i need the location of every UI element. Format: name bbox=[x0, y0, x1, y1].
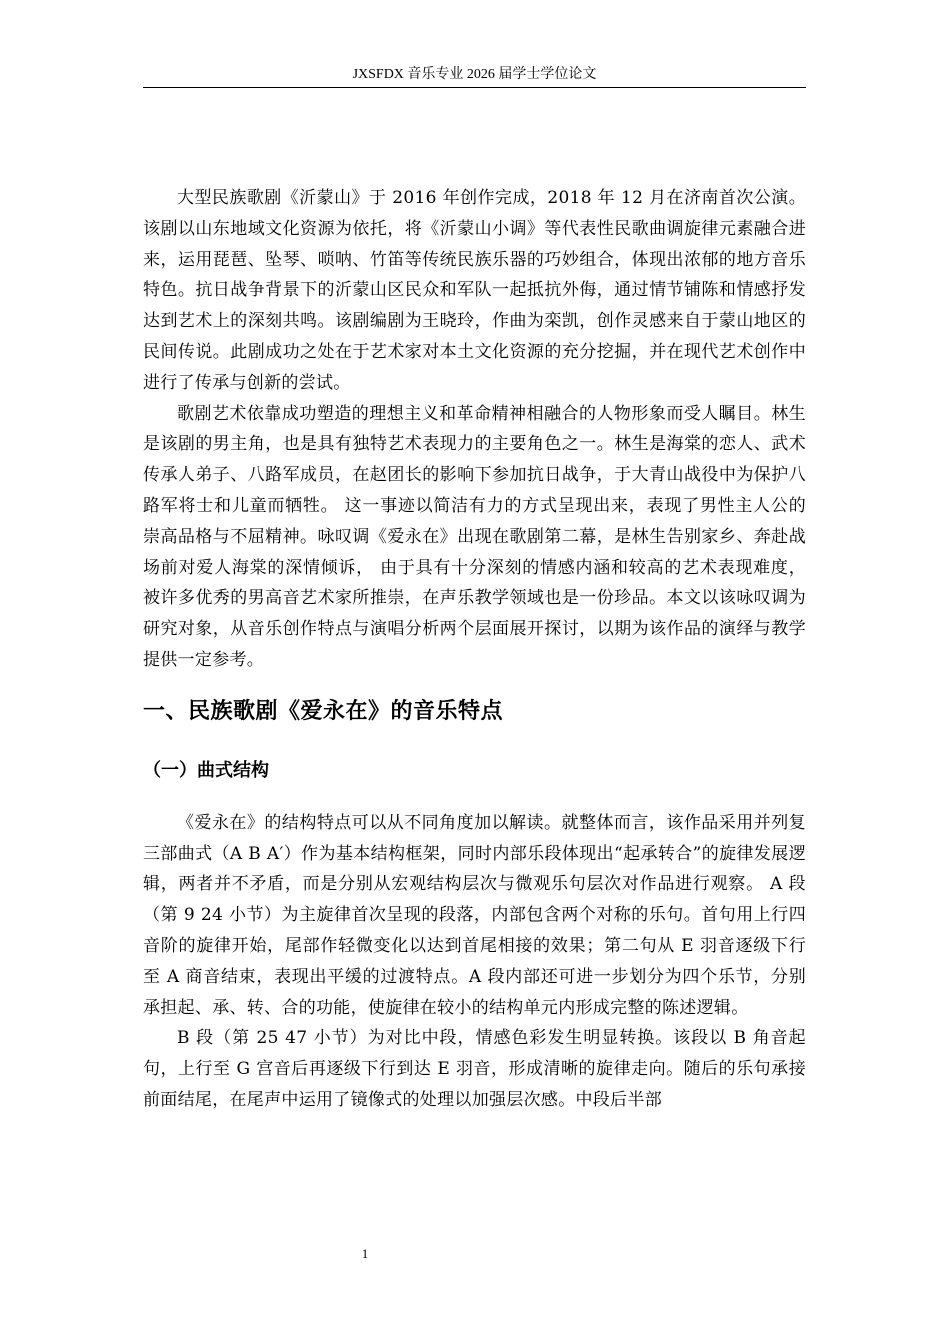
page-number: 1 bbox=[361, 1246, 369, 1261]
paragraph-character-linsheng: 歌剧艺术依靠成功塑造的理想主义和革命精神相融合的人物形象而受人瞩目。林生是该剧的男主角，也是具有独特艺术表现力的主要角色之一。林生是海棠的恋人、武术传承人弟子、八路军成员，在赵团长的影响下参加抗日战争，于大青山战役中为保护八路军将士和儿童而牺牲。 这一事迹以简洁有力的方式呈现出来，表现了男性主人公的崇高品格与不屈精神。咏叹调《爱永在》出现在歌剧第二幕，是林生告别家乡、奔赴战场前对爱人海棠的深情倾诉， 由于具有十分深刻的情感内涵和较高的艺术表现难度，被许多优秀的男高音艺术家所推崇，在声乐教学领域也是一份珍品。本文以该咏叹调为研究对象，从音乐创作特点与演唱分析两个层面展开探讨，以期为该作品的演绎与教学提供一定参考。 bbox=[143, 403, 806, 670]
paragraph-opera-intro: 大型民族歌剧《沂蒙山》于 2016 年创作完成，2018 年 12 月在济南首次公演。该剧以山东地域文化资源为依托，将《沂蒙山小调》等代表性民歌曲调旋律元素融合进来，运用琵琶、坠琴、唢呐、竹笛等传统民族乐器的巧妙组合，体现出浓郁的地方音乐特色。抗日战争背景下的沂蒙山区民众和军队一起抵抗外侮，通过情节铺陈和情感抒发达到艺术上的深刻共鸣。该剧编剧为王晓玲，作曲为栾凯，创作灵感来自于蒙山地区的民间传说。此剧成功之处在于艺术家对本土文化资源的充分挖掘，并在现代艺术创作中进行了传承与创新的尝试。 bbox=[143, 188, 806, 393]
paragraph-structure-a-section: 《爱永在》的结构特点可以从不同角度加以解读。就整体而言，该作品采用并列复三部曲式（A B A′）作为基本结构框架，同时内部乐段体现出“起承转合”的旋律发展逻辑，两者并不矛盾，而是分别从宏观结构层次与微观乐句层次对作品进行观察。 A 段（第 9 24 小节）为主旋律首次呈现的段落，内部包含两个对称的乐句。首句用上行四音阶的旋律开始，尾部作轻微变化以达到首尾相接的效果；第二句从 E 羽音逐级下行至 A 商音结束，表现出平缓的过渡特点。A 段内部还可进一步划分为四个乐节，分别承担起、承、转、合的功能，使旋律在较小的结构单元内形成完整的陈述逻辑。 bbox=[143, 812, 806, 1018]
section-heading-1: 一、民族歌剧《爱永在》的音乐特点 bbox=[143, 698, 504, 724]
running-header: JXSFDX 音乐专业 2026 届学士学位论文 bbox=[352, 67, 597, 82]
subsection-heading-1-1: （一）曲式结构 bbox=[143, 759, 269, 781]
paragraph-structure-b-section: B 段（第 25 47 小节）为对比中段，情感色彩发生明显转换。该段以 B 角音起句，上行至 G 宫音后再逐级下行到达 E 羽音，形成清晰的旋律走向。随后的乐句承接前面结尾，在尾声中运用了镜像式的处理以加强层次感。中段后半部 bbox=[143, 1028, 806, 1110]
header-divider bbox=[143, 87, 806, 88]
page-body bbox=[143, 183, 806, 1116]
